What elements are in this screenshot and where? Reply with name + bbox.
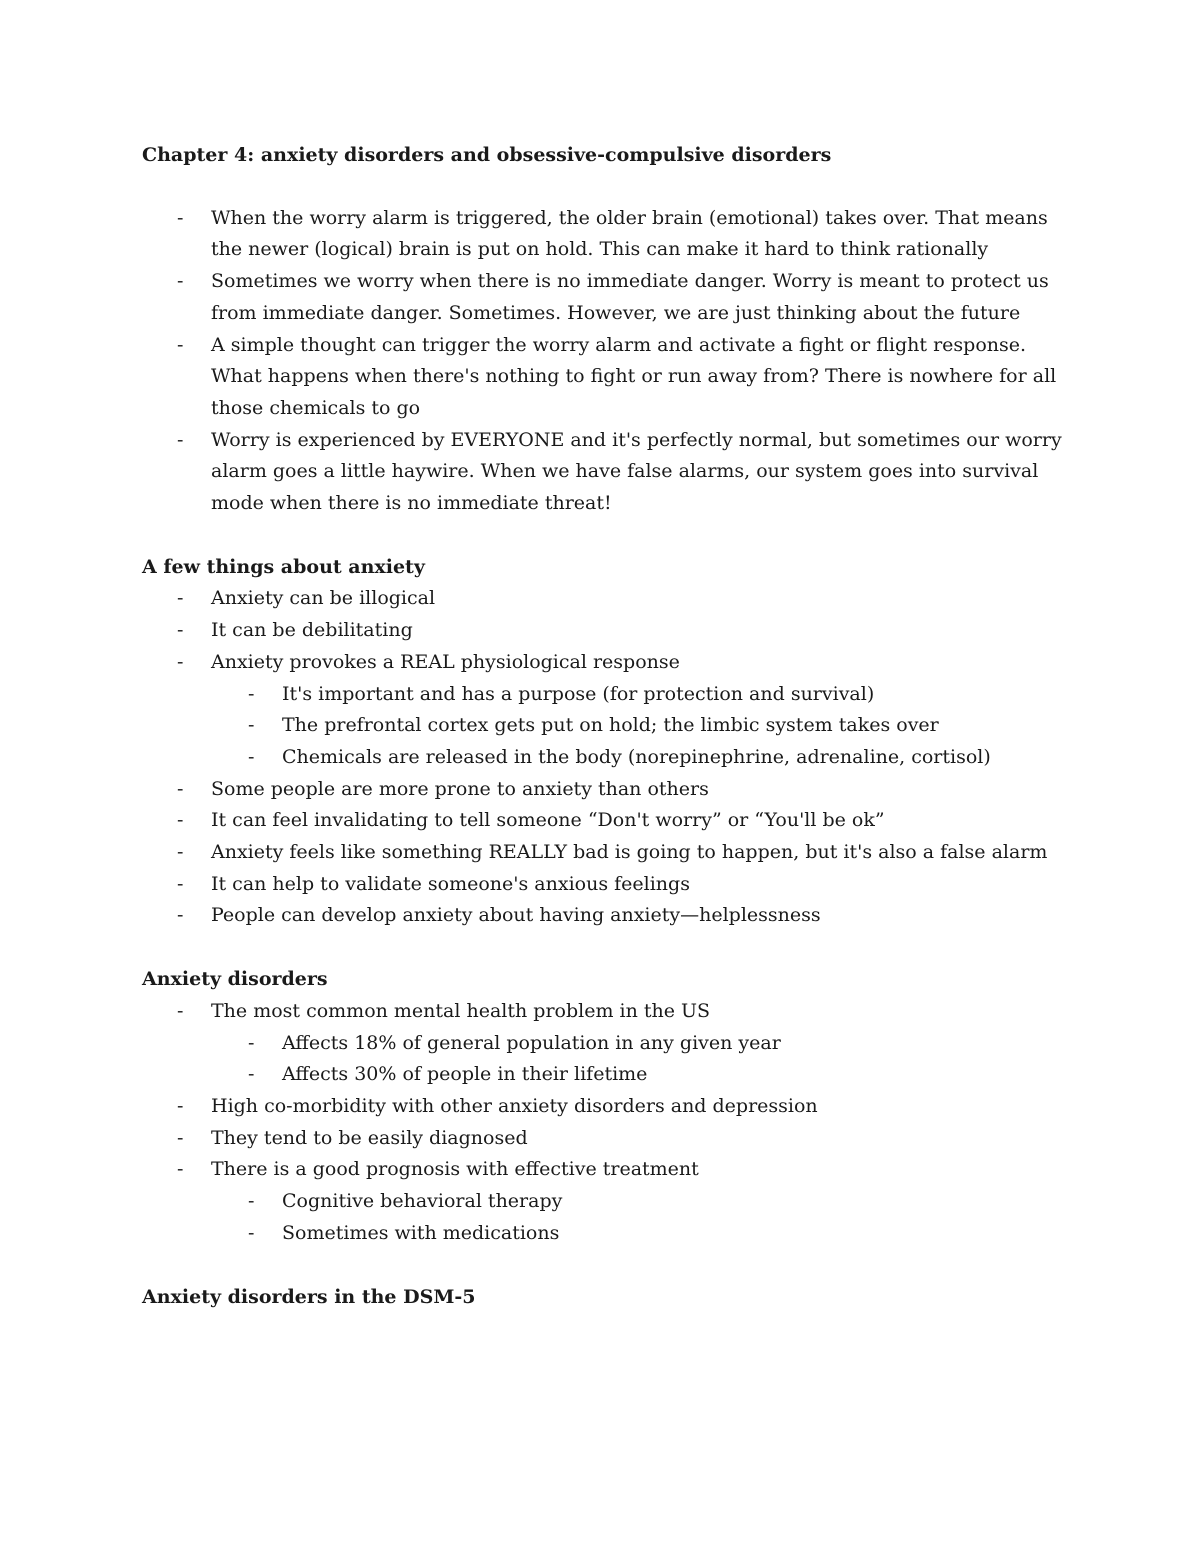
- list-item: [142, 583, 1072, 615]
- list-item-text: The most common mental health problem in the US: [211, 999, 711, 1022]
- intro-bullet-list: [142, 203, 1072, 520]
- list-item-text: There is a good prognosis with effective treatment: [211, 1158, 699, 1181]
- list-item-text: Sometimes with medications: [282, 1221, 560, 1244]
- list-item-text: A simple thought can trigger the worry alarm and activate a fight or flight response. What happens when there's nothing to fight or run away from? There is nowhere for all those chemicals to go: [211, 333, 1057, 419]
- list-item: [142, 1154, 1072, 1186]
- dash-bullet: -: [177, 1094, 184, 1117]
- list-item: [142, 203, 1072, 266]
- list-item-text: Chemicals are released in the body (norepinephrine, adrenaline, cortisol): [282, 745, 991, 768]
- dash-bullet: -: [177, 872, 184, 895]
- list-item: [142, 266, 1072, 329]
- list-item: [142, 805, 1072, 837]
- list-item-text: Anxiety provokes a REAL physiological response: [211, 650, 680, 673]
- list-item-text: Anxiety can be illogical: [211, 587, 436, 610]
- list-item-text: Cognitive behavioral therapy: [282, 1190, 563, 1213]
- dash-bullet: -: [177, 428, 184, 451]
- list-item-text: Affects 18% of general population in any given year: [282, 1031, 781, 1054]
- list-item-text: High co-morbidity with other anxiety disorders and depression: [211, 1094, 818, 1117]
- dash-bullet: -: [248, 1190, 255, 1213]
- dash-bullet: -: [248, 682, 255, 705]
- list-item: [142, 837, 1072, 869]
- list-item: [142, 425, 1072, 520]
- list-item-text: Worry is experienced by EVERYONE and it's perfectly normal, but sometimes our worry alarm goes a little haywire. When we have false alarms, our system goes into survival mode when there is no immediate threat!: [211, 428, 1062, 515]
- spacer: [142, 1250, 1072, 1282]
- list-item: [142, 869, 1072, 901]
- dash-bullet: -: [177, 1126, 184, 1149]
- dash-bullet: -: [177, 1158, 184, 1181]
- dash-bullet: -: [177, 619, 184, 642]
- dash-bullet: -: [177, 333, 184, 356]
- list-item: [142, 774, 1072, 806]
- dash-bullet: -: [177, 841, 184, 864]
- list-item: [142, 900, 1072, 932]
- few-things-bullet-list: [142, 583, 1072, 932]
- dash-bullet: -: [248, 1063, 255, 1086]
- dash-bullet: -: [248, 714, 255, 737]
- dash-bullet: -: [248, 1031, 255, 1054]
- list-item-text: Some people are more prone to anxiety than others: [211, 777, 709, 800]
- spacer: [142, 520, 1072, 552]
- sub-list-item: [142, 710, 1072, 742]
- dash-bullet: -: [248, 745, 255, 768]
- dash-bullet: -: [177, 999, 184, 1022]
- sub-list-item: [142, 1059, 1072, 1091]
- document-page: [142, 140, 1072, 1313]
- dash-bullet: -: [177, 809, 184, 832]
- section-heading-few-things: A few things about anxiety: [142, 555, 425, 578]
- list-item-text: They tend to be easily diagnosed: [211, 1126, 528, 1149]
- list-item-text: When the worry alarm is triggered, the older brain (emotional) takes over. That means the newer (logical) brain is put on hold. This can make it hard to think rationally: [211, 206, 1048, 261]
- dash-bullet: -: [177, 587, 184, 610]
- sub-list-item: [142, 1218, 1072, 1250]
- list-item-text: It's important and has a purpose (for protection and survival): [282, 682, 875, 705]
- list-item: [142, 1123, 1072, 1155]
- list-item: [142, 615, 1072, 647]
- dash-bullet: -: [177, 904, 184, 927]
- dash-bullet: -: [177, 206, 184, 229]
- chapter-title: Chapter 4: anxiety disorders and obsessive-compulsive disorders: [142, 144, 832, 166]
- list-item-text: It can be debilitating: [211, 619, 413, 642]
- sub-list-item: [142, 742, 1072, 774]
- list-item-text: The prefrontal cortex gets put on hold; the limbic system takes over: [282, 714, 939, 737]
- dash-bullet: -: [177, 270, 184, 293]
- anxiety-disorders-bullet-list: [142, 996, 1072, 1250]
- list-item-text: It can help to validate someone's anxious feelings: [211, 872, 690, 895]
- list-item: [142, 1091, 1072, 1123]
- list-item-text: Sometimes we worry when there is no immediate danger. Worry is meant to protect us from immediate danger. Sometimes. However, we are just thinking about the future: [211, 270, 1049, 324]
- dash-bullet: -: [177, 650, 184, 673]
- sub-list-item: [142, 679, 1072, 711]
- list-item-text: People can develop anxiety about having anxiety—helplessness: [211, 904, 821, 927]
- list-item: [142, 330, 1072, 425]
- sub-list-item: [142, 1028, 1072, 1060]
- list-item-text: Affects 30% of people in their lifetime: [282, 1063, 648, 1086]
- list-item-text: It can feel invalidating to tell someone “Don't worry” or “You'll be ok”: [211, 809, 885, 832]
- section-heading-anxiety-disorders: Anxiety disorders: [142, 968, 328, 991]
- list-item-text: Anxiety feels like something REALLY bad is going to happen, but it's also a false alarm: [211, 841, 1048, 864]
- section-heading-dsm5: Anxiety disorders in the DSM-5: [142, 1285, 476, 1308]
- list-item: [142, 647, 1072, 679]
- list-item: [142, 996, 1072, 1028]
- dash-bullet: -: [248, 1221, 255, 1244]
- dash-bullet: -: [177, 777, 184, 800]
- spacer: [142, 932, 1072, 964]
- sub-list-item: [142, 1186, 1072, 1218]
- spacer: [142, 172, 1072, 203]
